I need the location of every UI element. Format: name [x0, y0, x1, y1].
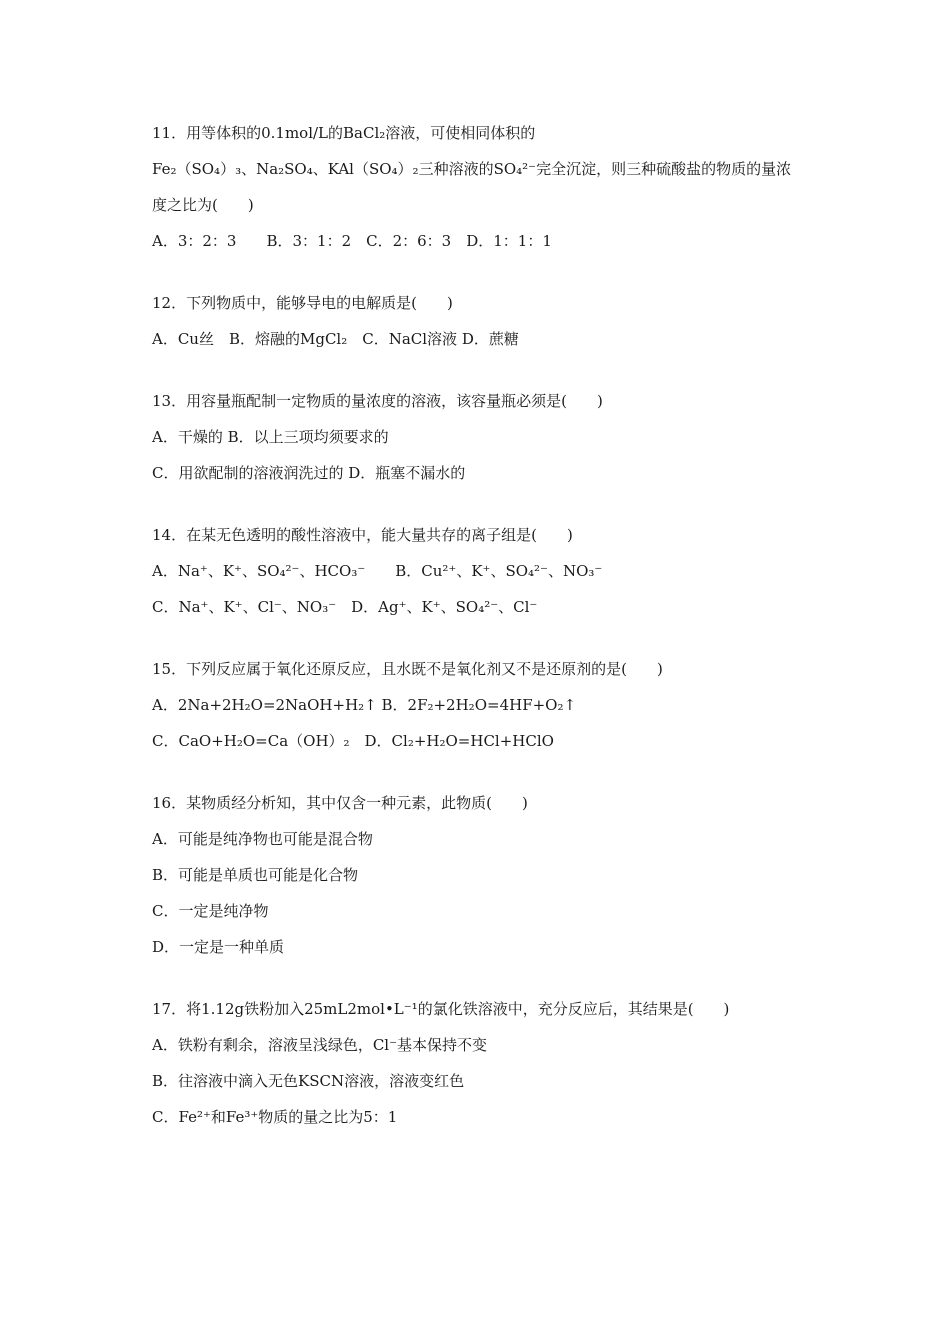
question-stem: 度之比为( ) [152, 196, 254, 214]
question-stem: 15．下列反应属于氧化还原反应，且水既不是氧化剂又不是还原剂的是( ) [152, 660, 663, 678]
answer-options: A．Na⁺、K⁺、SO₄²⁻、HCO₃⁻ B．Cu²⁺、K⁺、SO₄²⁻、NO₃⁻ [152, 562, 603, 580]
question-16 [152, 792, 832, 958]
answer-options: C．用欲配制的溶液润洗过的 D．瓶塞不漏水的 [152, 464, 466, 482]
question-stem: 11．用等体积的0.1mol/L的BaCl₂溶液，可使相同体积的 [152, 124, 536, 142]
exam-page [152, 122, 832, 1128]
answer-option-c: C．Fe²⁺和Fe³⁺物质的量之比为5：1 [152, 1108, 398, 1126]
answer-option-c: C．一定是纯净物 [152, 902, 269, 920]
question-14 [152, 524, 832, 618]
answer-option-a: A．可能是纯净物也可能是混合物 [152, 830, 373, 848]
question-stem: 13．用容量瓶配制一定物质的量浓度的溶液，该容量瓶必须是( ) [152, 392, 603, 410]
answer-options: A．2Na+2H₂O=2NaOH+H₂↑ B．2F₂+2H₂O=4HF+O₂↑ [152, 696, 577, 714]
answer-options: A．3：2：3 B．3：1：2 C．2：6：3 D．1：1：1 [152, 232, 552, 250]
answer-option-a: A．铁粉有剩余，溶液呈浅绿色，Cl⁻基本保持不变 [152, 1036, 488, 1054]
question-17 [152, 998, 832, 1128]
question-stem: 17．将1.12g铁粉加入25mL2mol•L⁻¹的氯化铁溶液中，充分反应后，其结果是( ) [152, 1000, 730, 1018]
answer-options: C．Na⁺、K⁺、Cl⁻、NO₃⁻ D．Ag⁺、K⁺、SO₄²⁻、Cl⁻ [152, 598, 538, 616]
answer-options: C．CaO+H₂O=Ca（OH）₂ D．Cl₂+H₂O=HCl+HClO [152, 732, 554, 750]
question-13 [152, 390, 832, 484]
question-stem: Fe₂（SO₄）₃、Na₂SO₄、KAl（SO₄）₂三种溶液的SO₄²⁻完全沉淀，则三种硫酸盐的物质的量浓 [152, 160, 792, 178]
answer-options: A．干燥的 B．以上三项均须要求的 [152, 428, 389, 446]
answer-options: A．Cu丝 B．熔融的MgCl₂ C．NaCl溶液 D．蔗糖 [152, 330, 519, 348]
question-stem: 12．下列物质中，能够导电的电解质是( ) [152, 294, 453, 312]
answer-option-b: B．可能是单质也可能是化合物 [152, 866, 359, 884]
question-stem: 14．在某无色透明的酸性溶液中，能大量共存的离子组是( ) [152, 526, 573, 544]
question-15 [152, 658, 832, 752]
question-11 [152, 122, 832, 252]
answer-option-b: B．往溶液中滴入无色KSCN溶液，溶液变红色 [152, 1072, 465, 1090]
question-stem: 16．某物质经分析知，其中仅含一种元素，此物质( ) [152, 794, 528, 812]
answer-option-d: D．一定是一种单质 [152, 938, 285, 956]
question-12 [152, 292, 832, 350]
